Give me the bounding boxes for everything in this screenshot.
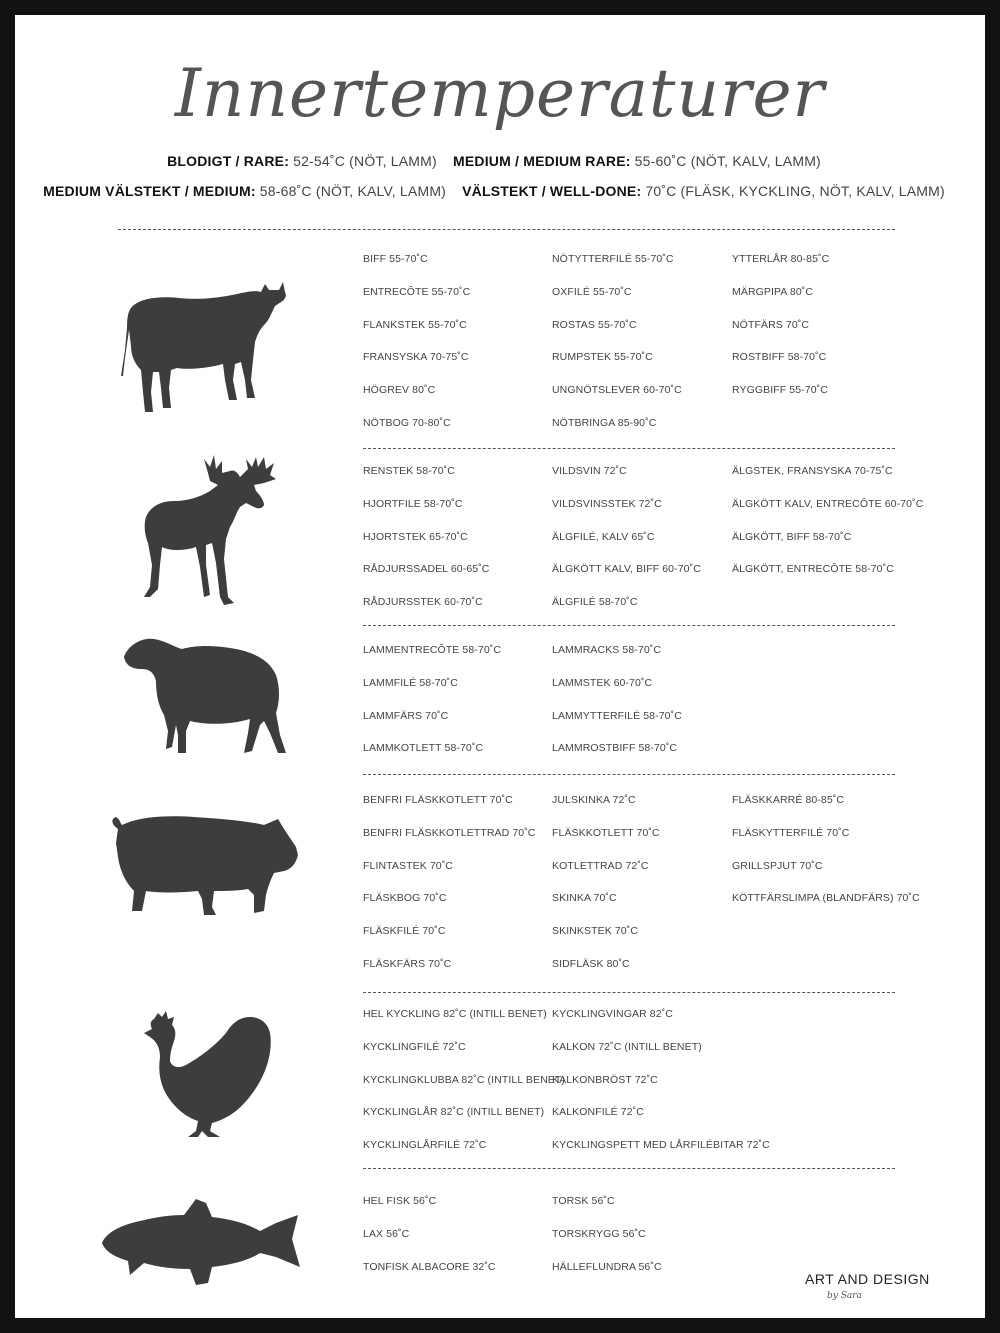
divider <box>363 774 895 775</box>
temperature-item: GRILLSPJUT 70˚C <box>732 859 823 872</box>
temperature-item: VILDSVINSSTEK 72˚C <box>552 497 662 510</box>
temperature-item: UNGNÖTSLEVER 60-70˚C <box>552 384 682 397</box>
temperature-item: FLÄSKFÄRS 70˚C <box>363 958 452 970</box>
temperature-item: BENFRI FLÄSKKOTLETT 70˚C <box>363 794 513 806</box>
temperature-item: YTTERLÅR 80-85˚C <box>732 253 830 265</box>
temperature-item: HÄLLEFLUNDRA 56˚C <box>552 1260 662 1273</box>
temperature-item: ROSTBIFF 58-70˚C <box>732 351 827 364</box>
temperature-item: TORSKRYGG 56˚C <box>552 1227 646 1240</box>
pig-icon <box>108 815 303 920</box>
temperature-item: RUMPSTEK 55-70˚C <box>552 351 653 364</box>
divider <box>363 448 895 449</box>
temperature-item: KÖTTFÄRSLIMPA (BLANDFÄRS) 70˚C <box>732 892 920 905</box>
temperature-item: KYCKLINGVINGAR 82˚C <box>552 1008 673 1020</box>
temperature-item: ÄLGSTEK, FRANSYSKA 70-75˚C <box>732 465 893 477</box>
temperature-item: FLÄSKFILÉ 70˚C <box>363 925 446 938</box>
legend-line-1 <box>15 153 985 169</box>
temperature-item: MÄRGPIPA 80˚C <box>732 285 814 298</box>
temperature-item: LAMMYTTERFILÉ 58-70˚C <box>552 709 682 722</box>
temperature-item: KALKON 72˚C (INTILL BENET) <box>552 1040 702 1053</box>
poster <box>15 15 985 1318</box>
page-title: Innertemperaturer <box>174 55 826 132</box>
cow-icon <box>119 280 289 415</box>
temperature-item: FLÄSKKOTLETT 70˚C <box>552 826 660 839</box>
temperature-item: HÖGREV 80˚C <box>363 384 436 397</box>
temperature-item: RENSTEK 58-70˚C <box>363 465 455 477</box>
temperature-item: LAMMFÄRS 70˚C <box>363 709 449 722</box>
temperature-item: KYCKLINGFILÉ 72˚C <box>363 1040 466 1053</box>
legend-value: 55-60˚C (NÖT, KALV, LAMM) <box>634 153 821 169</box>
temperature-item: RÅDJURSSADEL 60-65˚C <box>363 563 490 576</box>
fish-icon <box>100 1195 305 1290</box>
divider <box>118 229 895 230</box>
temperature-item: KYCKLINGKLUBBA 82˚C (INTILL BENET) <box>363 1073 565 1086</box>
temperature-item: HJORTFILE 58-70˚C <box>363 497 463 510</box>
temperature-item: JULSKINKA 72˚C <box>552 794 636 806</box>
temperature-item: BENFRI FLÄSKKOTLETTRAD 70˚C <box>363 826 536 839</box>
temperature-item: NÖTBOG 70-80˚C <box>363 417 451 429</box>
divider <box>363 625 895 626</box>
temperature-item: LAMMRACKS 58-70˚C <box>552 644 662 656</box>
temperature-item: LAMMKOTLETT 58-70˚C <box>363 742 484 755</box>
temperature-item: KYCKLINGLÅRFILÉ 72˚C <box>363 1139 487 1152</box>
legend-label: BLODIGT / RARE: <box>167 153 290 169</box>
temperature-item: OXFILÉ 55-70˚C <box>552 285 632 298</box>
divider <box>363 992 895 993</box>
temperature-item: FLÄSKYTTERFILÉ 70˚C <box>732 826 850 839</box>
temperature-item: LAMMFILÉ 58-70˚C <box>363 676 458 689</box>
temperature-item: HJORTSTEK 65-70˚C <box>363 530 468 543</box>
temperature-item: RYGGBIFF 55-70˚C <box>732 384 828 397</box>
temperature-item: ROSTAS 55-70˚C <box>552 318 637 331</box>
temperature-item: KYCKLINGLÅR 82˚C (INTILL BENET) <box>363 1106 545 1119</box>
temperature-item: KALKONBRÖST 72˚C <box>552 1073 658 1086</box>
temperature-item: NÖTBRINGA 85-90˚C <box>552 417 657 429</box>
temperature-item: ÄLGKÖTT KALV, ENTRECÔTE 60-70˚C <box>732 497 924 510</box>
brand-signature: by Sara <box>827 1291 862 1301</box>
temperature-item: HEL KYCKLING 82˚C (INTILL BENET) <box>363 1008 547 1020</box>
temperature-item: KOTLETTRAD 72˚C <box>552 859 649 872</box>
temperature-item: TONFISK ALBACORE 32˚C <box>363 1260 496 1273</box>
temperature-item: LAX 56˚C <box>363 1227 410 1240</box>
temperature-item: TORSK 56˚C <box>552 1195 615 1207</box>
sheep-icon <box>120 635 290 760</box>
temperature-item: SKINKA 70˚C <box>552 892 617 905</box>
chicken-icon <box>140 1011 275 1146</box>
temperature-item: FLÄSKKARRÉ 80-85˚C <box>732 794 845 806</box>
legend-value: 70˚C (FLÄSK, KYCKLING, NÖT, KALV, LAMM) <box>645 183 945 199</box>
temperature-item: NÖTYTTERFILÉ 55-70˚C <box>552 253 674 265</box>
temperature-item: ÄLGKÖTT KALV, BIFF 60-70˚C <box>552 563 701 576</box>
temperature-item: NÖTFÄRS 70˚C <box>732 318 810 331</box>
brand-logo: ART AND DESIGN <box>805 1271 930 1287</box>
temperature-item: SIDFLÄSK 80˚C <box>552 958 630 970</box>
temperature-item: LAMMENTRECÔTE 58-70˚C <box>363 644 502 656</box>
temperature-item: RÅDJURSSTEK 60-70˚C <box>363 596 483 609</box>
temperature-item: VILDSVIN 72˚C <box>552 465 627 477</box>
temperature-item: FLÄSKBOG 70˚C <box>363 892 447 905</box>
legend-label: MEDIUM / MEDIUM RARE: <box>453 153 631 169</box>
temperature-item: ENTRECÔTE 55-70˚C <box>363 285 471 298</box>
moose-icon <box>130 447 280 607</box>
divider <box>363 1168 895 1169</box>
temperature-item: LAMMSTEK 60-70˚C <box>552 676 653 689</box>
temperature-item: SKINKSTEK 70˚C <box>552 925 639 938</box>
temperature-item: BIFF 55-70˚C <box>363 253 428 265</box>
temperature-item: FLINTASTEK 70˚C <box>363 859 453 872</box>
temperature-item: HEL FISK 56˚C <box>363 1195 437 1207</box>
legend-line-2 <box>15 183 985 199</box>
legend-label: VÄLSTEKT / WELL-DONE: <box>462 183 642 199</box>
temperature-item: FRANSYSKA 70-75˚C <box>363 351 469 364</box>
temperature-item: KALKONFILÉ 72˚C <box>552 1106 644 1119</box>
legend-value: 52-54˚C (NÖT, LAMM) <box>293 153 437 169</box>
legend-label: MEDIUM VÄLSTEKT / MEDIUM: <box>43 183 256 199</box>
temperature-item: ÄLGFILÉ, KALV 65˚C <box>552 530 655 543</box>
temperature-item: ÄLGFILÉ 58-70˚C <box>552 596 638 609</box>
temperature-item: KYCKLINGSPETT MED LÅRFILÉBITAR 72˚C <box>552 1139 770 1152</box>
temperature-item: LAMMROSTBIFF 58-70˚C <box>552 742 678 755</box>
temperature-item: ÄLGKÖTT, BIFF 58-70˚C <box>732 530 852 543</box>
legend-value: 58-68˚C (NÖT, KALV, LAMM) <box>259 183 447 199</box>
temperature-item: ÄLGKÖTT, ENTRECÔTE 58-70˚C <box>732 563 894 576</box>
temperature-item: FLANKSTEK 55-70˚C <box>363 318 467 331</box>
